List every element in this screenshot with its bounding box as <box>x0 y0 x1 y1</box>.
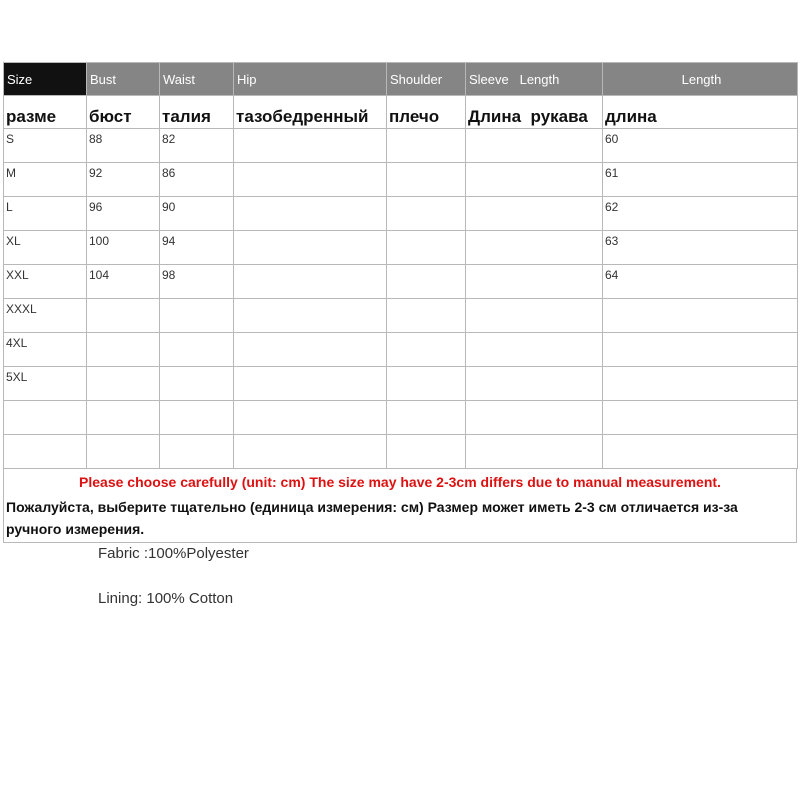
cell-shoulder <box>387 231 466 265</box>
cell-size: XL <box>4 231 87 265</box>
cell-sleeve-length <box>466 401 603 435</box>
header-ru-size: разме <box>4 96 87 129</box>
cell-size: S <box>4 129 87 163</box>
table-row <box>4 299 798 333</box>
cell-sleeve-length <box>466 129 603 163</box>
cell-waist <box>160 401 234 435</box>
cell-shoulder <box>387 401 466 435</box>
table-row <box>4 163 798 197</box>
cell-waist <box>160 435 234 469</box>
cell-sleeve-length <box>466 163 603 197</box>
cell-size: M <box>4 163 87 197</box>
cell-size <box>4 435 87 469</box>
cell-size: 4XL <box>4 333 87 367</box>
header-hip: Hip <box>234 63 387 96</box>
cell-waist: 82 <box>160 129 234 163</box>
lining-info: Lining: 100% Cotton <box>98 590 234 607</box>
cell-size: 5XL <box>4 367 87 401</box>
table-row <box>4 231 798 265</box>
header-bust: Bust <box>87 63 160 96</box>
cell-shoulder <box>387 299 466 333</box>
size-table <box>3 62 798 469</box>
cell-bust: 92 <box>87 163 160 197</box>
header-sleeve-length: Sleeve Length <box>466 63 603 96</box>
cell-sleeve-length <box>466 265 603 299</box>
cell-hip <box>234 129 387 163</box>
cell-length <box>603 367 798 401</box>
cell-shoulder <box>387 333 466 367</box>
header-waist: Waist <box>160 63 234 96</box>
cell-shoulder <box>387 129 466 163</box>
note-russian: Пожалуйста, выберите тщательно (единица измерения: см) Размер может иметь 2-3 см отличается из-за ручного измерения. <box>6 499 738 537</box>
cell-hip <box>234 401 387 435</box>
cell-shoulder <box>387 367 466 401</box>
cell-bust: 100 <box>87 231 160 265</box>
cell-length: 61 <box>603 163 798 197</box>
cell-length: 63 <box>603 231 798 265</box>
cell-bust: 96 <box>87 197 160 231</box>
cell-size: XXL <box>4 265 87 299</box>
header-size: Size <box>4 63 87 96</box>
cell-shoulder <box>387 265 466 299</box>
cell-waist <box>160 299 234 333</box>
table-row <box>4 367 798 401</box>
cell-hip <box>234 367 387 401</box>
cell-hip <box>234 333 387 367</box>
header-ru-sleeve-length: Длина рукава <box>466 96 603 129</box>
header-ru-waist: талия <box>160 96 234 129</box>
header-ru-bust: бюст <box>87 96 160 129</box>
cell-bust: 88 <box>87 129 160 163</box>
header-shoulder: Shoulder <box>387 63 466 96</box>
cell-bust <box>87 401 160 435</box>
cell-waist <box>160 367 234 401</box>
cell-bust <box>87 435 160 469</box>
note-english: Please choose carefully (unit: cm) The size may have 2-3cm differs due to manual measurement. <box>79 474 721 490</box>
cell-bust <box>87 299 160 333</box>
cell-waist: 90 <box>160 197 234 231</box>
measurement-note <box>3 469 797 543</box>
header-ru-shoulder: плечо <box>387 96 466 129</box>
table-row <box>4 197 798 231</box>
header-row-russian <box>4 96 798 129</box>
size-chart <box>3 62 797 543</box>
cell-hip <box>234 163 387 197</box>
cell-hip <box>234 299 387 333</box>
cell-length <box>603 333 798 367</box>
table-row <box>4 401 798 435</box>
cell-sleeve-length <box>466 299 603 333</box>
fabric-info: Fabric :100%Polyester <box>98 545 249 562</box>
cell-sleeve-length <box>466 435 603 469</box>
cell-sleeve-length <box>466 367 603 401</box>
cell-length: 60 <box>603 129 798 163</box>
cell-shoulder <box>387 435 466 469</box>
cell-length: 64 <box>603 265 798 299</box>
cell-bust <box>87 367 160 401</box>
cell-length <box>603 435 798 469</box>
header-row-english <box>4 63 798 96</box>
cell-size: XXXL <box>4 299 87 333</box>
table-row <box>4 265 798 299</box>
header-ru-length: длина <box>603 96 798 129</box>
cell-size <box>4 401 87 435</box>
cell-bust <box>87 333 160 367</box>
cell-waist: 86 <box>160 163 234 197</box>
cell-sleeve-length <box>466 333 603 367</box>
table-row <box>4 435 798 469</box>
cell-hip <box>234 265 387 299</box>
header-ru-hip: тазобедренный <box>234 96 387 129</box>
cell-hip <box>234 435 387 469</box>
cell-sleeve-length <box>466 231 603 265</box>
cell-hip <box>234 197 387 231</box>
cell-bust: 104 <box>87 265 160 299</box>
cell-waist: 94 <box>160 231 234 265</box>
table-row <box>4 129 798 163</box>
cell-waist <box>160 333 234 367</box>
cell-shoulder <box>387 163 466 197</box>
cell-sleeve-length <box>466 197 603 231</box>
cell-length <box>603 401 798 435</box>
cell-shoulder <box>387 197 466 231</box>
table-row <box>4 333 798 367</box>
cell-size: L <box>4 197 87 231</box>
cell-waist: 98 <box>160 265 234 299</box>
cell-hip <box>234 231 387 265</box>
cell-length <box>603 299 798 333</box>
cell-length: 62 <box>603 197 798 231</box>
header-length: Length <box>603 63 798 96</box>
